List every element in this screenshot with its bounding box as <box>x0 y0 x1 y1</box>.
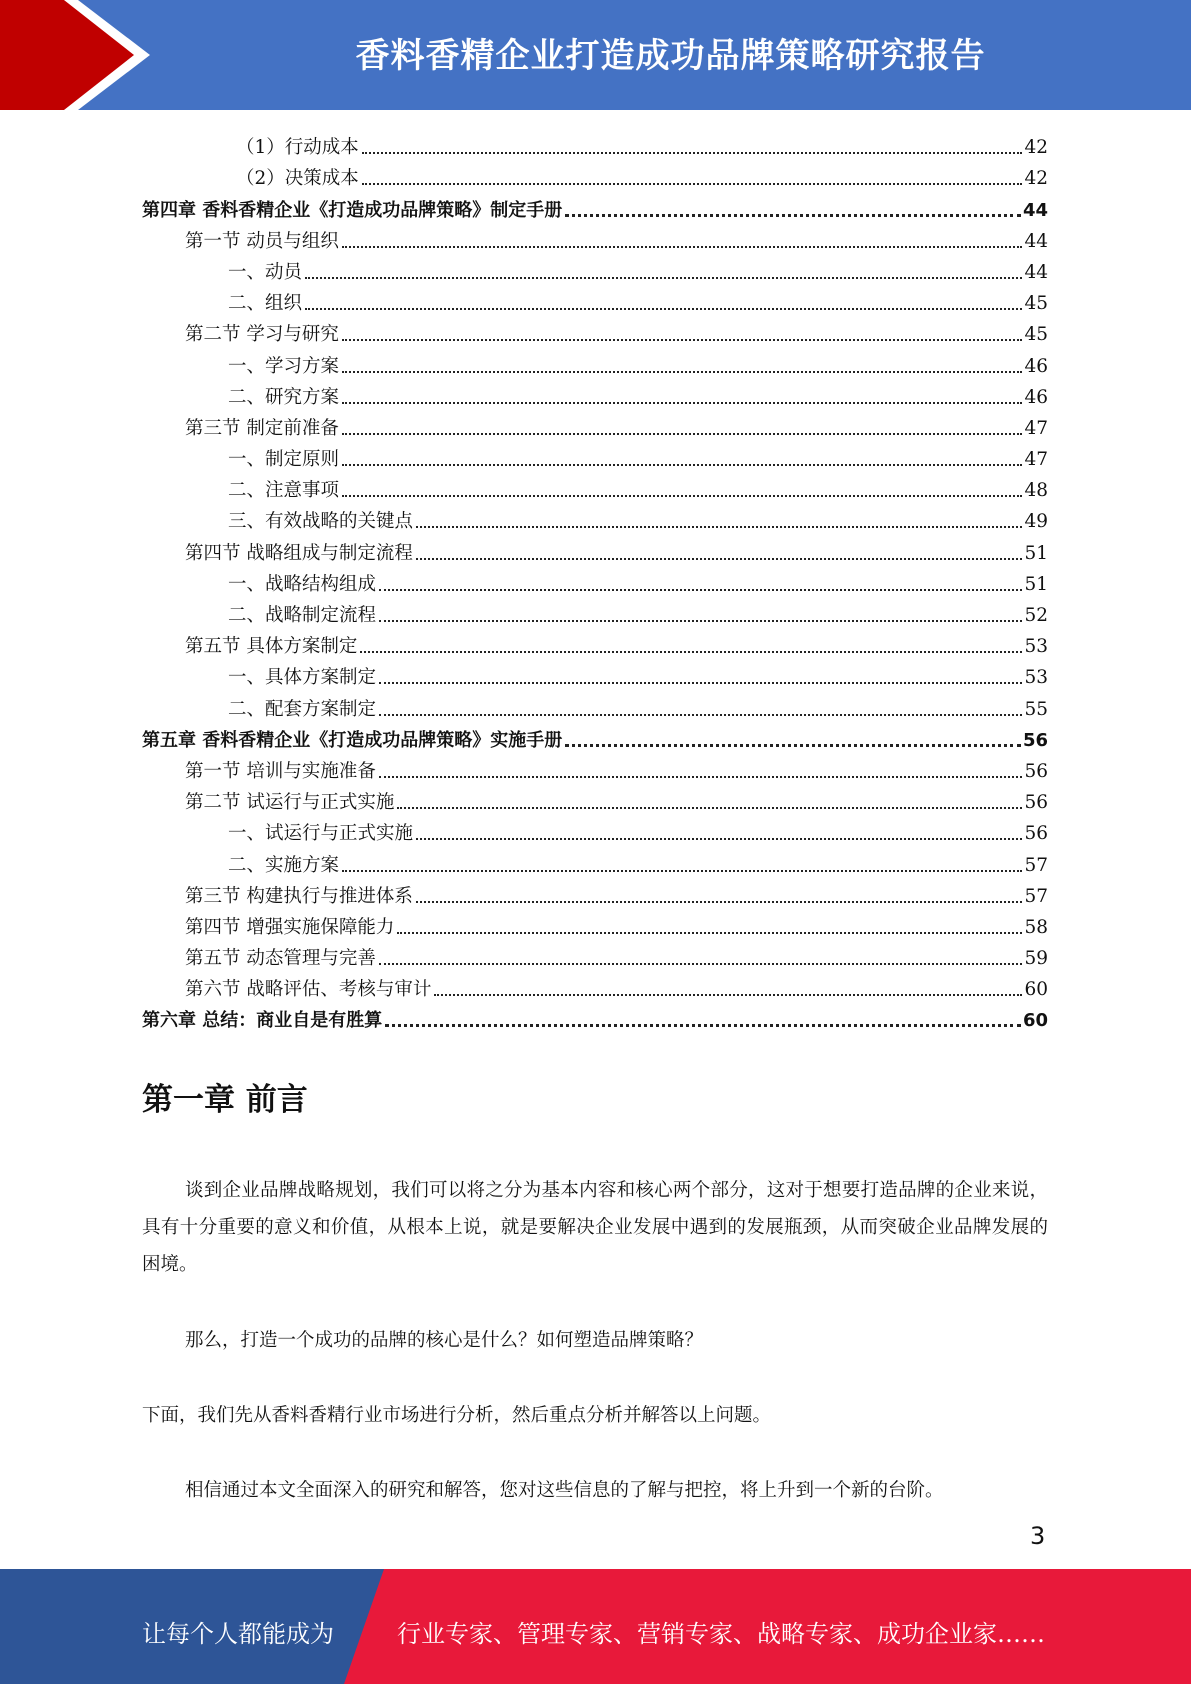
toc-leader-dots <box>565 213 1021 217</box>
toc-entry-page: 47 <box>1024 417 1048 439</box>
toc-leader-dots <box>379 962 1023 965</box>
toc-leader-dots <box>434 993 1022 996</box>
toc-leader-dots <box>342 401 1022 404</box>
toc-entry-page: 59 <box>1024 948 1048 970</box>
toc-entry[interactable] <box>142 253 1048 284</box>
toc-leader-dots <box>397 931 1022 934</box>
toc-entry[interactable] <box>142 378 1048 409</box>
toc-entry-page: 42 <box>1024 137 1048 159</box>
footer-slogan-right: 行业专家、管理专家、营销专家、战略专家、成功企业家…… <box>397 1620 1045 1648</box>
toc-entry-label: 一、动员 <box>228 261 303 283</box>
toc-entry[interactable] <box>142 190 1048 221</box>
toc-leader-dots <box>397 806 1022 809</box>
toc-entry-label: 第二节 试运行与正式实施 <box>185 792 395 814</box>
toc-entry-label: 第四节 战略组成与制定流程 <box>185 542 413 564</box>
toc-leader-dots <box>305 276 1022 279</box>
toc-leader-dots <box>305 307 1022 310</box>
toc-entry-label: （1）行动成本 <box>236 137 359 159</box>
toc-entry-label: 二、组织 <box>228 293 303 315</box>
toc-leader-dots <box>416 837 1022 840</box>
toc-entry-label: 第五节 动态管理与完善 <box>185 948 376 970</box>
toc-entry-label: 第二节 学习与研究 <box>185 324 339 346</box>
toc-entry-label: 一、试运行与正式实施 <box>228 823 414 845</box>
toc-entry-label: 第六节 战略评估、考核与审计 <box>185 979 432 1001</box>
toc-entry-label: 二、配套方案制定 <box>228 698 377 720</box>
toc-entry-page: 47 <box>1024 449 1048 471</box>
toc-leader-dots <box>342 494 1022 497</box>
toc-entry[interactable] <box>142 346 1048 377</box>
paragraph: 下面，我们先从香料香精行业市场进行分析，然后重点分析并解答以上问题。 <box>142 1405 772 1426</box>
toc-entry-page: 57 <box>1024 854 1048 876</box>
toc-entry-page: 55 <box>1024 698 1048 720</box>
toc-entry-page: 51 <box>1024 542 1048 564</box>
toc-entry[interactable] <box>142 721 1048 752</box>
toc-entry[interactable] <box>142 409 1048 440</box>
toc-entry-label: 第三节 制定前准备 <box>185 417 339 439</box>
paragraph: 相信通过本文全面深入的研究和解答，您对这些信息的了解与把控，将上升到一个新的台阶。 <box>185 1480 944 1501</box>
toc-entry-label: 第六章 总结：商业自是有胜算 <box>142 1010 383 1032</box>
toc-entry-label: （2）决策成本 <box>236 168 359 190</box>
toc-leader-dots <box>342 432 1023 435</box>
toc-entry-label: 一、具体方案制定 <box>228 667 377 689</box>
header-banner <box>0 0 1191 110</box>
toc-leader-dots <box>360 650 1022 653</box>
toc-leader-dots <box>416 900 1023 903</box>
header-red-arrow-shape <box>0 0 160 110</box>
toc-entry[interactable] <box>142 533 1048 564</box>
page-number: 3 <box>1030 1522 1046 1550</box>
toc-entry[interactable] <box>142 877 1048 908</box>
toc-entry-label: 二、实施方案 <box>228 854 340 876</box>
toc-entry-page: 46 <box>1024 386 1048 408</box>
toc-entry[interactable] <box>142 752 1048 783</box>
toc-entry-label: 一、战略结构组成 <box>228 573 377 595</box>
toc-leader-dots <box>385 1023 1021 1027</box>
toc-entry-label: 二、战略制定流程 <box>228 605 377 626</box>
paragraph: 谈到企业品牌战略规划，我们可以将之分为基本内容和核心两个部分，这对于想要打造品牌的企业来说，具有十分重要的意义和价值，从根本上说，就是要解决企业发展中遇到的发展瓶颈，从而突破企业品牌发展的困境。 <box>142 1180 1048 1275</box>
toc-entry-page: 46 <box>1024 355 1048 377</box>
toc-entry-label: 二、研究方案 <box>228 386 340 408</box>
toc-leader-dots <box>342 370 1022 373</box>
toc-leader-dots <box>416 525 1022 528</box>
toc-entry-page: 45 <box>1024 293 1048 315</box>
toc-entry[interactable] <box>142 783 1048 814</box>
toc-entry[interactable] <box>142 128 1048 159</box>
toc-entry-page: 44 <box>1024 230 1048 252</box>
toc-entry[interactable] <box>142 689 1048 720</box>
toc-entry-page: 53 <box>1024 667 1048 689</box>
toc-entry[interactable] <box>142 502 1048 533</box>
paragraph: 那么，打造一个成功的品牌的核心是什么？如何塑造品牌策略？ <box>185 1330 704 1351</box>
toc-leader-dots <box>362 151 1023 154</box>
toc-entry[interactable] <box>142 159 1048 190</box>
chapter-title: 第一章 前言 <box>142 1082 308 1118</box>
toc-entry-label: 第三节 构建执行与推进体系 <box>185 885 413 907</box>
toc-entry[interactable] <box>142 596 1048 627</box>
toc-leader-dots <box>362 182 1023 185</box>
toc-entry[interactable] <box>142 658 1048 689</box>
toc-entry-page: 52 <box>1024 605 1048 626</box>
toc-entry[interactable] <box>142 814 1048 845</box>
toc-entry[interactable] <box>142 970 1048 1001</box>
toc-leader-dots <box>342 245 1023 248</box>
toc-leader-dots <box>565 743 1021 747</box>
toc-entry-page: 48 <box>1024 480 1048 502</box>
toc-entry[interactable] <box>142 627 1048 658</box>
header-title: 香料香精企业打造成功品牌策略研究报告 <box>355 36 986 76</box>
toc-entry-label: 一、制定原则 <box>228 449 340 471</box>
toc-entry[interactable] <box>142 222 1048 253</box>
toc-leader-dots <box>379 619 1022 622</box>
toc-leader-dots <box>416 557 1023 560</box>
toc-entry-page: 60 <box>1024 979 1048 1001</box>
toc-entry-label: 第四节 增强实施保障能力 <box>185 916 395 938</box>
toc-entry-page: 53 <box>1024 636 1048 658</box>
toc-leader-dots <box>379 713 1022 716</box>
toc-entry-label: 第五章 香料香精企业《打造成功品牌策略》实施手册 <box>142 729 563 751</box>
toc-entry-page: 42 <box>1024 168 1048 190</box>
toc-entry[interactable] <box>142 939 1048 970</box>
toc-entry-page: 56 <box>1024 823 1048 845</box>
toc-leader-dots <box>379 588 1022 591</box>
toc-entry-label: 三、有效战略的关键点 <box>228 511 414 533</box>
toc-entry[interactable] <box>142 565 1048 596</box>
toc-entry-page: 44 <box>1022 199 1048 221</box>
toc-leader-dots <box>342 463 1022 466</box>
toc-leader-dots <box>342 869 1022 872</box>
toc-entry[interactable] <box>142 284 1048 315</box>
toc-leader-dots <box>342 338 1023 341</box>
toc-entry[interactable] <box>142 908 1048 939</box>
toc-leader-dots <box>379 681 1022 684</box>
toc-entry-page: 56 <box>1022 729 1048 751</box>
toc-entry[interactable] <box>142 471 1048 502</box>
toc-entry-page: 58 <box>1024 916 1048 938</box>
toc-entry-label: 一、学习方案 <box>228 355 340 377</box>
toc-leader-dots <box>379 775 1023 778</box>
toc-entry-page: 51 <box>1024 573 1048 595</box>
toc-entry[interactable] <box>142 845 1048 876</box>
toc-entry-page: 60 <box>1022 1010 1048 1032</box>
footer-slogan-left: 让每个人都能成为 <box>142 1620 334 1648</box>
toc-entry-label: 第四章 香料香精企业《打造成功品牌策略》制定手册 <box>142 199 563 221</box>
table-of-contents <box>142 128 1048 1032</box>
toc-entry-page: 56 <box>1024 760 1048 782</box>
toc-entry-label: 第一节 培训与实施准备 <box>185 760 376 782</box>
toc-entry-page: 49 <box>1024 511 1048 533</box>
toc-entry[interactable] <box>142 440 1048 471</box>
toc-entry-page: 44 <box>1024 261 1048 283</box>
toc-entry-page: 56 <box>1024 792 1048 814</box>
footer-banner <box>0 1569 1191 1684</box>
toc-entry[interactable] <box>142 315 1048 346</box>
toc-entry-label: 第一节 动员与组织 <box>185 230 339 252</box>
toc-entry-page: 45 <box>1024 324 1048 346</box>
toc-entry-page: 57 <box>1024 885 1048 907</box>
toc-entry-label: 第五节 具体方案制定 <box>185 636 358 658</box>
toc-entry-label: 二、注意事项 <box>228 480 340 502</box>
toc-entry[interactable] <box>142 1001 1048 1032</box>
